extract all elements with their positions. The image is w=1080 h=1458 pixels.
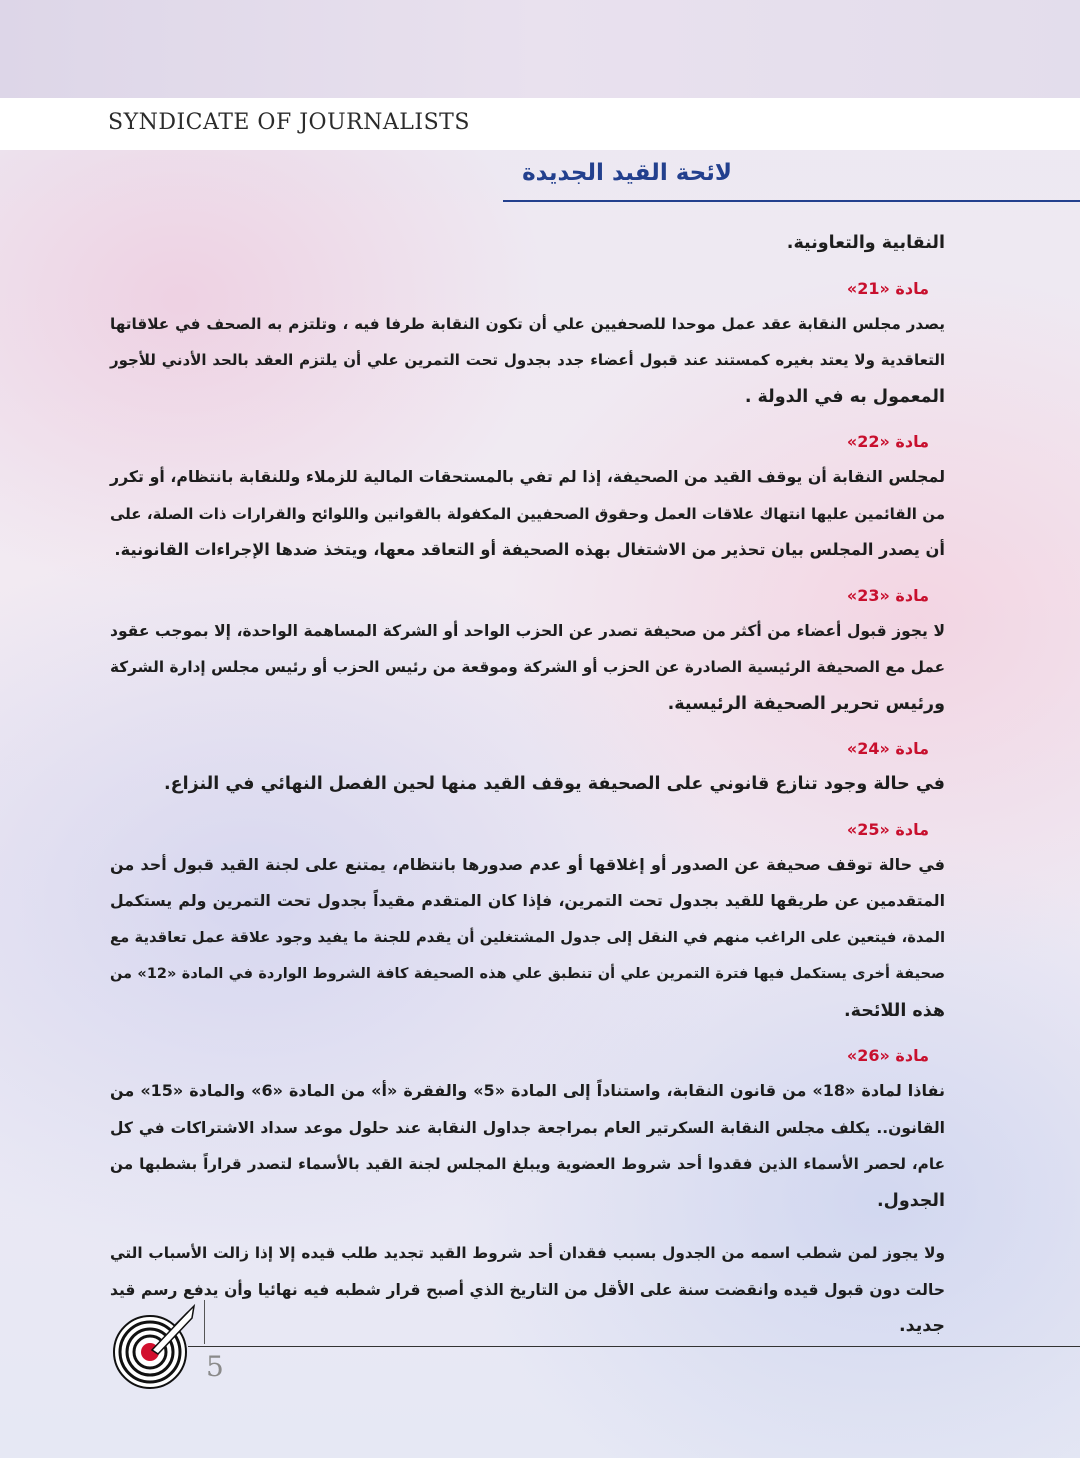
text-line: صحيفة أخرى يستكمل فيها فترة التمرين علي أن تنطبق علي هذه الصحيفة كافة الشروط الواردة في المادة «12» من [110,966,945,982]
text-line: المدة، فيتعين على الراغب منهم في النقل إلى جدول المشتغلين أن يقدم للجنة ما يفيد وجود علاقة عمل تعاقدية مع [110,928,945,946]
article-body [110,847,945,1030]
article-body [110,1073,945,1345]
text-line: في حالة توقف صحيفة عن الصدور أو إغلاقها أو عدم صدورها بانتظام، يمتنع على لجنة القيد قبول أحد من [110,854,945,874]
article-heading: مادة «22» [846,432,929,451]
text-line: لمجلس النقابة أن يوقف القيد من الصحيفة، إذا لم تفي بالمستحقات المالية للزملاء وللنقابة بانتظام، أو تكرر [110,467,945,486]
footer-divider [204,1300,205,1344]
text-line: عام، لحصر الأسماء الذين فقدوا أحد شروط العضوية ويبلغ المجلس لجنة القيد بالأسماء لتصدر قراراً بشطبها من [110,1155,945,1173]
text-line: عمل مع الصحيفة الرئيسية الصادرة عن الحزب أو الشركة وموقعة من رئيس الحزب أو رئيس مجلس إدارة الشركة [110,658,945,676]
text-line: المعمول به في الدولة . [744,386,945,407]
page-number: 5 [206,1350,224,1383]
text-line: المتقدمين عن طريقها للقيد بجدول تحت التمرين، فإذا كان المتقدم مقيداً بجدول تحت التمرين ولم يستكمل [110,891,945,910]
intro-line: النقابية والتعاونية. [786,233,945,253]
article-body [110,613,945,723]
article-body [110,306,945,416]
article-heading: مادة «21» [846,278,929,298]
text-line: هذه اللائحة. [844,1000,945,1021]
text-line: التعاقدية ولا يعتد بغيره كمستند عند قبول أعضاء جدد بجدول تحت التمرين علي أن يلتزم العقد بالحد الأدني للأجور [110,351,945,369]
section-title: لائحة القيد الجديدة [522,160,732,186]
masthead: SYNDICATE OF JOURNALISTS [108,110,470,135]
document-body [110,225,945,1345]
paragraph-gap [110,1219,945,1235]
text-line: ولا يجوز لمن شطب اسمه من الجدول بسبب فقدان أحد شروط القيد تجديد طلب قيده إلا إذا زالت الأسباب التي [110,1244,945,1262]
article-body [110,766,945,803]
article-body [110,459,945,569]
footer-rule [188,1346,1080,1347]
title-underline [503,200,1080,202]
text-line: ورئيس تحرير الصحيفة الرئيسية. [667,693,945,714]
text-line: الجدول. [876,1190,945,1211]
article-heading: مادة «26» [846,1046,929,1065]
text-line: حالت دون قبول قيده وانقضت سنة على الأقل من التاريخ الذي أصبح قرار شطبه فيه نهائيا وأن يدفع رسم قيد [110,1280,945,1299]
text-line: نفاذا لمادة «18» من قانون النقابة، واستناداً إلى المادة «5» والفقرة «أ» من المادة «6» والمادة «15» من [110,1081,946,1100]
article-heading: مادة «25» [846,819,929,839]
top-decorative-band [0,0,1080,98]
text-line: القانون.. يكلف مجلس النقابة السكرتير العام بمراجعة جداول النقابة عند حلول موعد سداد الاشتراكات في كل [110,1118,945,1137]
article-heading: مادة «24» [846,739,929,758]
text-line: أن يصدر المجلس بيان تحذير من الاشتغال بهذه الصحيفة أو التعاقد معها، ويتخذ ضدها الإجراءات القانونية. [114,540,945,559]
text-line: في حالة وجود تنازع قانوني على الصحيفة يوقف القيد منها لحين الفصل النهائي في النزاع. [164,774,945,794]
text-line: جديد. [898,1316,945,1336]
text-line: لا يجوز قبول أعضاء من أكثر من صحيفة تصدر عن الحزب الواحد أو الشركة المساهمة الواحدة، إلا بموجب عقود [110,621,945,640]
text-line: يصدر مجلس النقابة عقد عمل موحدا للصحفيين علي أن تكون النقابة طرفا فيه ، وتلتزم به الصحف في علاقاتها [110,314,945,333]
article-heading: مادة «23» [846,585,929,605]
text-line: من القائمين عليها انتهاك علاقات العمل وحقوق الصحفيين المكفولة بالقوانين واللوائح والقرارات ذات الصلة، على [110,504,945,523]
